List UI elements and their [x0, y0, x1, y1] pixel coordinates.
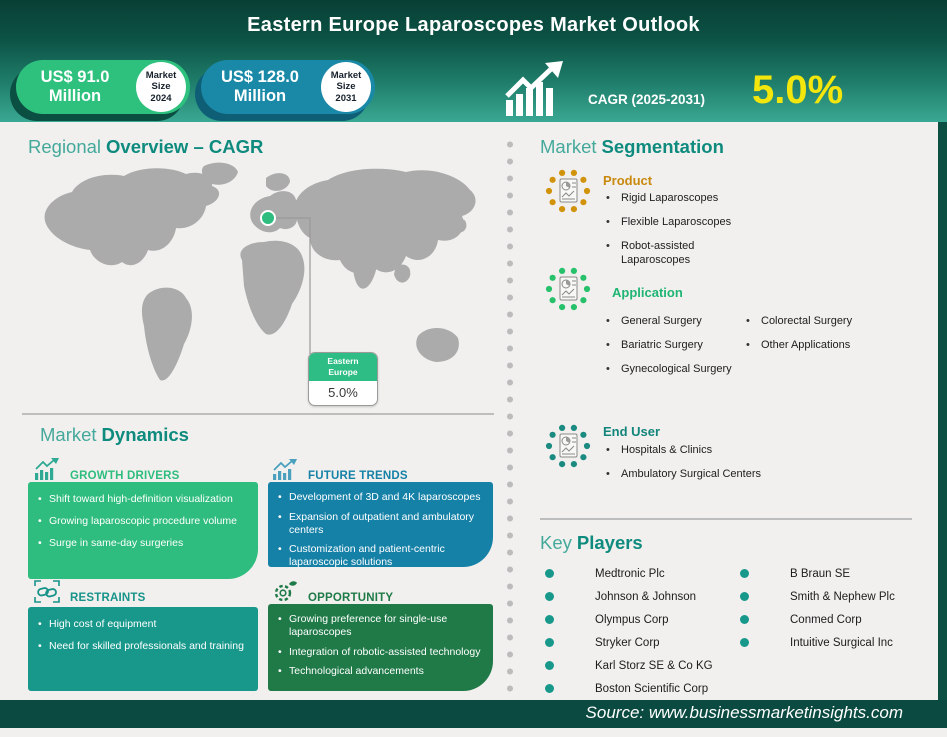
circle-line: Size — [336, 81, 356, 93]
circle-year: 2031 — [335, 92, 357, 104]
list-item: Johnson & Johnson — [545, 591, 740, 603]
future-trends-box — [268, 482, 493, 567]
restraints-label — [34, 580, 145, 604]
opportunity-list — [276, 613, 483, 678]
list-item: • Ambulatory Surgical Centers — [605, 468, 805, 481]
opportunity-title: OPPORTUNITY — [308, 592, 394, 604]
source-text: Source: www.businessmarketinsights.com — [585, 703, 903, 722]
stat-unit: Million — [233, 87, 287, 105]
list-item: Medtronic Plc — [545, 568, 740, 580]
market-segmentation-heading — [540, 136, 724, 158]
page-title: Eastern Europe Laparoscopes Market Outlook — [247, 14, 700, 36]
eastern-europe-callout — [308, 352, 378, 406]
list-item: • Rigid Laparoscopes — [605, 192, 755, 205]
list-item: • Need for skilled professionals and training — [36, 640, 248, 653]
list-item: • Bariatric Surgery — [605, 339, 745, 352]
product-dotted-ring-report-icon — [545, 168, 591, 214]
circle-line: Market — [145, 69, 177, 81]
list-item: Conmed Corp — [740, 614, 935, 626]
heading-bold: Segmentation — [601, 136, 724, 157]
list-item: Intuitive Surgical Inc — [740, 637, 935, 649]
market-size-2024-circle — [136, 62, 186, 112]
column-divider-dots — [506, 136, 514, 694]
list-item: Karl Storz SE & Co KG — [545, 660, 740, 672]
list-item: • Technological advancements — [276, 665, 483, 678]
opportunity-label — [272, 580, 393, 604]
callout-region-line: Europe — [328, 367, 358, 378]
cagr-value: 5.0% — [752, 68, 844, 112]
growth-drivers-list — [36, 493, 248, 549]
future-trends-title: FUTURE TRENDS — [308, 470, 408, 482]
market-size-2031-circle — [321, 62, 371, 112]
list-item: • High cost of equipment — [36, 618, 248, 631]
application-list-col2 — [745, 315, 905, 363]
list-item: • Growing preference for single-use laparoscopes — [276, 613, 483, 639]
list-item: Smith & Nephew Plc — [740, 591, 935, 603]
list-item: • Expansion of outpatient and ambulatory centers — [276, 511, 483, 537]
callout-region-name — [309, 353, 377, 381]
list-item: • Hospitals & Clinics — [605, 444, 805, 457]
chain-link-icon — [34, 580, 60, 604]
heading-light: Regional — [28, 136, 102, 157]
list-item: • Customization and patient-centric laparoscopic solutions — [276, 543, 483, 569]
callout-cagr-value: 5.0% — [328, 385, 358, 401]
end-user-dotted-ring-report-icon — [545, 423, 591, 469]
stat-unit: Million — [48, 87, 102, 105]
right-column-divider — [540, 518, 912, 520]
eastern-europe-marker-dot — [261, 211, 275, 225]
cagr-label: CAGR (2025-2031) — [588, 92, 706, 107]
circle-year: 2024 — [150, 92, 172, 104]
heading-light: Market — [40, 424, 97, 445]
gear-icon — [272, 580, 298, 604]
list-item: • Shift toward high-definition visualization — [36, 493, 248, 506]
trend-chart-icon — [272, 458, 298, 482]
market-dynamics-heading — [40, 424, 189, 446]
application-list-col1 — [605, 315, 745, 388]
heading-bold: Players — [576, 532, 643, 553]
right-accent-bar — [938, 122, 947, 700]
heading-light: Market — [540, 136, 597, 157]
application-title: Application — [612, 285, 683, 300]
list-item: • Growing laparoscopic procedure volume — [36, 515, 248, 528]
future-trends-label — [272, 458, 408, 482]
key-players-heading — [540, 532, 643, 554]
market-size-2024-value — [16, 68, 134, 106]
key-players-col1 — [545, 568, 740, 706]
circle-line: Size — [151, 81, 171, 93]
list-item: • Other Applications — [745, 339, 905, 352]
key-players-col2 — [740, 568, 935, 660]
list-item: • Gynecological Surgery — [605, 363, 745, 376]
callout-region-line: Eastern — [327, 356, 359, 366]
left-column-divider — [22, 413, 494, 415]
list-item: • Development of 3D and 4K laparoscopes — [276, 491, 483, 504]
end-user-title: End User — [603, 424, 661, 439]
list-item: • Colorectal Surgery — [745, 315, 905, 328]
bar-chart-rising-arrow-icon — [504, 60, 566, 118]
list-item: • General Surgery — [605, 315, 745, 328]
list-item: Boston Scientific Corp — [545, 683, 740, 695]
stat-value: US$ 128.0 — [221, 68, 299, 87]
restraints-list — [36, 618, 248, 653]
opportunity-box — [268, 604, 493, 691]
market-size-2024-badge — [16, 60, 190, 114]
circle-line: Market — [330, 69, 362, 81]
header-banner — [0, 0, 947, 122]
list-item: • Flexible Laparoscopes — [605, 216, 755, 229]
heading-bold: Dynamics — [101, 424, 189, 445]
restraints-box — [28, 607, 258, 691]
list-item: • Surge in same-day surgeries — [36, 537, 248, 550]
market-size-2031-badge — [201, 60, 375, 114]
regional-overview-heading — [28, 136, 263, 158]
growth-chart-icon — [34, 458, 60, 482]
market-size-2031-value — [201, 68, 319, 106]
list-item: • Integration of robotic-assisted technology — [276, 646, 483, 659]
world-map-svg — [28, 158, 490, 402]
heading-bold: Overview – CAGR — [106, 136, 264, 157]
end-user-list — [605, 444, 805, 492]
growth-drivers-title: GROWTH DRIVERS — [70, 470, 180, 482]
list-item: Stryker Corp — [545, 637, 740, 649]
restraints-title: RESTRAINTS — [70, 592, 146, 604]
continent-shapes — [45, 163, 476, 381]
product-list — [605, 192, 755, 278]
future-trends-list — [276, 491, 483, 569]
list-item: Olympus Corp — [545, 614, 740, 626]
application-dotted-ring-report-icon — [545, 266, 591, 312]
world-map — [28, 158, 490, 402]
heading-light: Key — [540, 532, 572, 553]
list-item: • Robot-assisted Laparoscopes — [605, 240, 755, 266]
growth-drivers-box — [28, 482, 258, 579]
growth-drivers-label — [34, 458, 180, 482]
list-item: B Braun SE — [740, 568, 935, 580]
stat-value: US$ 91.0 — [40, 68, 110, 87]
product-title: Product — [603, 173, 653, 188]
